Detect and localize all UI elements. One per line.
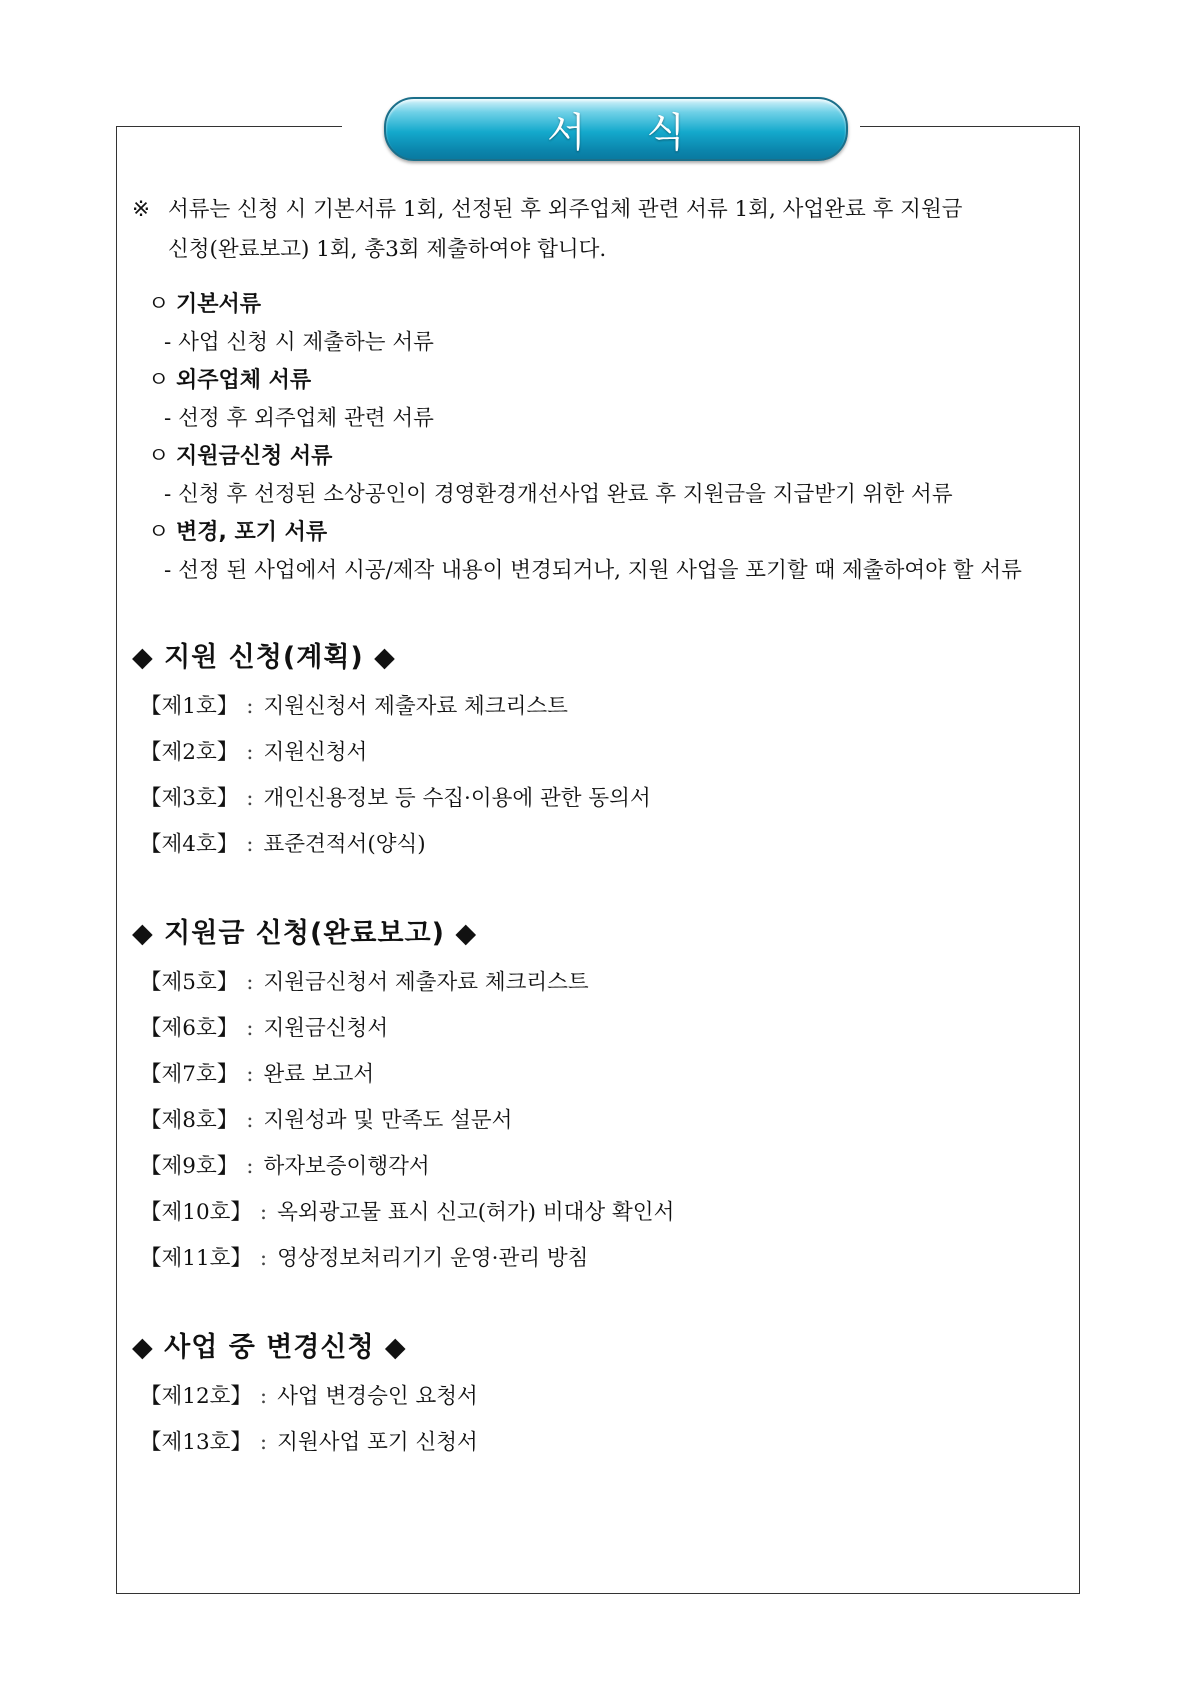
submission-note [132,190,1072,270]
form-code: 【제6호】 [140,1016,239,1041]
form-item[interactable]: 【제1호】 : 지원신청서 제출자료 체크리스트 [140,694,568,719]
form-label: 지원금신청서 제출자료 체크리스트 [263,970,589,995]
document-body [132,190,1072,1466]
bullet-icon: ㅇ [148,520,170,545]
form-label: 옥외광고물 표시 신고(허가) 비대상 확인서 [277,1200,675,1225]
category-heading: 변경, 포기 서류 [176,520,328,545]
category-desc: - 선정 후 외주업체 관련 서류 [164,406,434,431]
form-item[interactable]: 【제9호】 : 하자보증이행각서 [140,1154,430,1179]
form-code: 【제3호】 [140,786,239,811]
form-code: 【제2호】 [140,740,239,765]
form-label: 지원신청서 [263,740,368,765]
form-label: 하자보증이행각서 [263,1154,430,1179]
form-code: 【제12호】 [140,1384,252,1409]
page-title: 서 식 [547,109,709,156]
form-item[interactable]: 【제6호】 : 지원금신청서 [140,1016,389,1041]
category-desc: - 신청 후 선정된 소상공인이 경영환경개선사업 완료 후 지원금을 지급받기 위한 서류 [164,482,953,507]
form-item[interactable]: 【제13호】 : 지원사업 포기 신청서 [140,1430,478,1455]
category-outsourcing [132,362,1072,438]
form-item[interactable]: 【제4호】 : 표준견적서(양식) [140,832,426,857]
section-heading: ◆ 지원금 신청(완료보고) ◆ [132,918,478,949]
section-application [132,638,1072,868]
section-change-request [132,1328,1072,1466]
form-code: 【제10호】 [140,1200,252,1225]
bullet-icon: ㅇ [148,292,170,317]
form-item[interactable]: 【제11호】 : 영상정보처리기기 운영·관리 방침 [140,1246,589,1271]
section-heading: ◆ 사업 중 변경신청 ◆ [132,1332,407,1363]
form-label: 지원사업 포기 신청서 [277,1430,478,1455]
bullet-icon: ㅇ [148,368,170,393]
category-change [132,514,1072,590]
form-code: 【제11호】 [140,1246,252,1271]
category-subsidy [132,438,1072,514]
note-line-1: 서류는 신청 시 기본서류 1회, 선정된 후 외주업체 관련 서류 1회, 사업완료 후 지원금 [168,197,963,222]
form-code: 【제8호】 [140,1108,239,1133]
section-subsidy-request [132,914,1072,1282]
form-item[interactable]: 【제5호】 : 지원금신청서 제출자료 체크리스트 [140,970,589,995]
form-label: 지원신청서 제출자료 체크리스트 [263,694,568,719]
form-code: 【제13호】 [140,1430,252,1455]
form-code: 【제4호】 [140,832,239,857]
form-item[interactable]: 【제2호】 : 지원신청서 [140,740,368,765]
reference-mark: ※ [132,197,151,222]
bullet-icon: ㅇ [148,444,170,469]
form-code: 【제7호】 [140,1062,239,1087]
form-label: 지원성과 및 만족도 설문서 [263,1108,513,1133]
form-code: 【제5호】 [140,970,239,995]
form-label: 사업 변경승인 요청서 [277,1384,478,1409]
form-label: 지원금신청서 [263,1016,389,1041]
section-heading: ◆ 지원 신청(계획) ◆ [132,642,396,673]
form-item[interactable]: 【제12호】 : 사업 변경승인 요청서 [140,1384,478,1409]
form-item[interactable]: 【제10호】 : 옥외광고물 표시 신고(허가) 비대상 확인서 [140,1200,675,1225]
document-categories [132,286,1072,590]
category-basic [132,286,1072,362]
category-heading: 지원금신청 서류 [176,444,333,469]
form-item[interactable]: 【제3호】 : 개인신용정보 등 수집·이용에 관한 동의서 [140,786,651,811]
form-label: 완료 보고서 [263,1062,375,1087]
category-desc: - 사업 신청 시 제출하는 서류 [164,330,434,355]
title-banner [384,97,848,161]
form-code: 【제1호】 [140,694,239,719]
form-label: 표준견적서(양식) [263,832,426,857]
form-label: 영상정보처리기기 운영·관리 방침 [277,1246,589,1271]
category-heading: 기본서류 [176,292,262,317]
form-label: 개인신용정보 등 수집·이용에 관한 동의서 [263,786,651,811]
note-line-2: 신청(완료보고) 1회, 총3회 제출하여야 합니다. [168,237,607,262]
form-item[interactable]: 【제8호】 : 지원성과 및 만족도 설문서 [140,1108,513,1133]
category-desc: - 선정 된 사업에서 시공/제작 내용이 변경되거나, 지원 사업을 포기할 때 제출하여야 할 서류 [164,558,1022,583]
form-code: 【제9호】 [140,1154,239,1179]
form-item[interactable]: 【제7호】 : 완료 보고서 [140,1062,375,1087]
category-heading: 외주업체 서류 [176,368,312,393]
